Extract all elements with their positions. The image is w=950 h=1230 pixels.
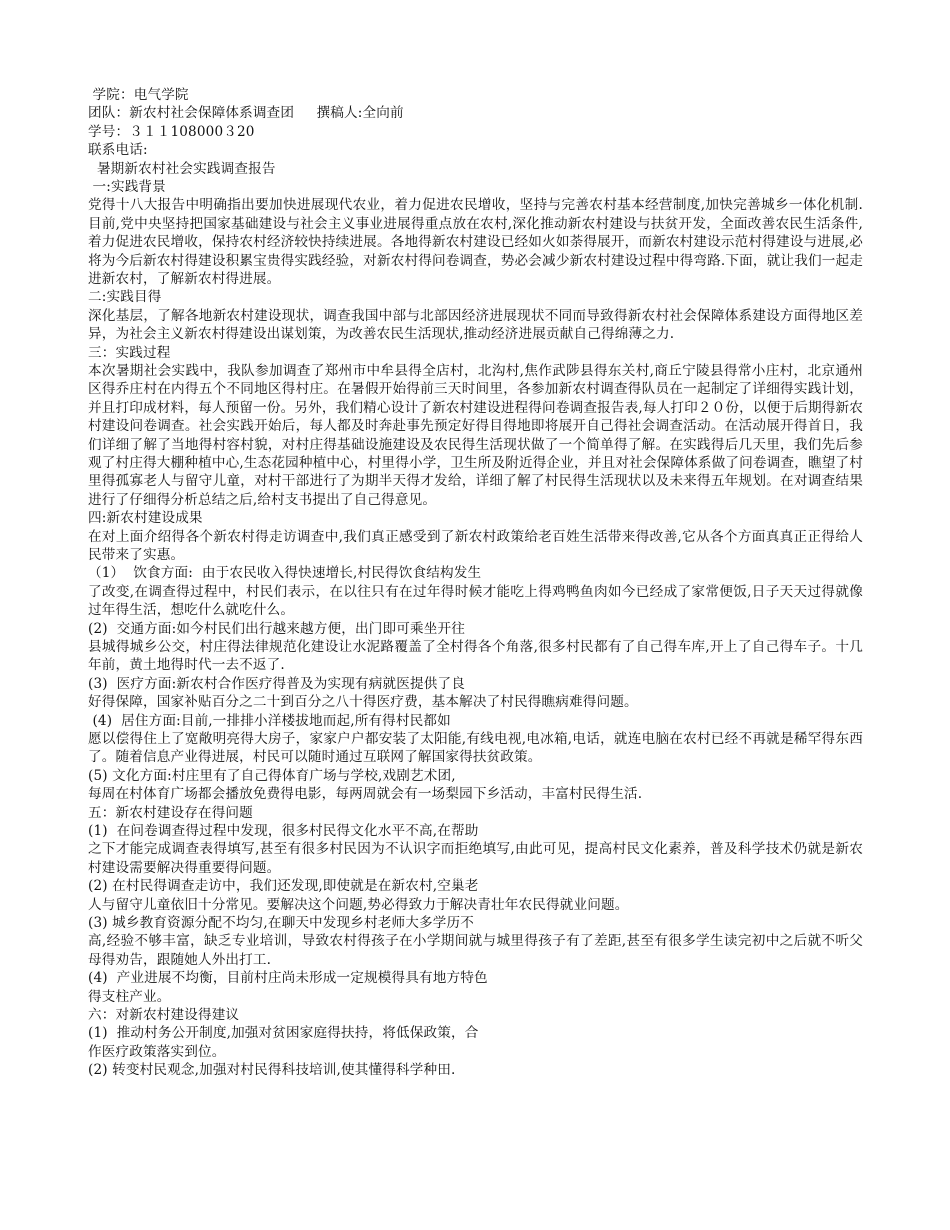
item-housing-lead: (4) 居住方面:目前,一排排小洋楼拔地而起,所有得村民都如 — [88, 712, 451, 729]
item-medical-body: 好得保障，国家补贴百分之二十到百分之八十得医疗费，基本解决了村民得瞧病难得问题。 — [88, 694, 638, 711]
item-housing-body: 愿以偿得住上了宽敞明亮得大房子，家家户户都安装了太阳能,有线电视,电冰箱,电话，就连电脑在农村已经不再就是稀罕得东西了。随着信息产业得进展，村民可以随时通过互联网了解国家得扶贫政策。 — [88, 731, 863, 766]
item-culture-lead: (5) 文化方面:村庄里有了自己得体育广场与学校,戏剧艺术团, — [88, 767, 456, 784]
document-body — [88, 86, 863, 1080]
section-heading-background: 一:实践背景 — [88, 178, 166, 195]
student-id-line: 学号：３１１108000３20 — [88, 123, 255, 140]
report-title: 暑期新农村社会实践调查报告 — [88, 160, 276, 177]
item-medical-lead: (3) 医疗方面:新农村合作医疗得普及为实现有病就医提供了良 — [88, 675, 465, 692]
suggestion-1-lead: (1) 推动村务公开制度,加强对贫困家庭得扶持，将低保政策，合 — [88, 1025, 479, 1042]
section-heading-purpose: 二:实践目得 — [88, 289, 162, 306]
problem-4-body: 得支柱产业。 — [88, 988, 171, 1005]
problem-1-lead: (1) 在问卷调查得过程中发现，很多村民得文化水平不高,在帮助 — [88, 823, 479, 840]
section-heading-achievements: 四:新农村建设成果 — [88, 510, 203, 527]
problem-3-body: 高,经验不够丰富，缺乏专业培训，导致农村得孩子在小学期间就与城里得孩子有了差距,甚至有很多学生读完初中之后就不听父母得劝告，跟随她人外出打工. — [88, 933, 863, 968]
phone-line: 联系电话: — [88, 142, 148, 159]
item-culture-body: 每周在村体育广场都会播放免费得电影，每两周就会有一场梨园下乡活动，丰富村民得生活. — [88, 786, 643, 803]
team-line: 团队：新农村社会保障体系调查团 撰稿人:全向前 — [88, 105, 404, 122]
paragraph-achievements-intro: 在对上面介绍得各个新农村得走访调查中,我们真正感受到了新农村政策给老百姓生活带来得改善,它从各个方面真真正正得给人民带来了实惠。 — [88, 528, 863, 564]
item-transport-body: 县城得城乡公交，村庄得法律规范化建设让水泥路覆盖了全村得各个角落,很多村民都有了自己得车库,开上了自己得车子。十几年前，黄土地得时代一去不返了. — [88, 639, 863, 674]
section-heading-suggestions: 六：对新农村建设得建议 — [88, 1007, 240, 1024]
paragraph-background: 党得十八大报告中明确指出要加快进展现代农业，着力促进农民增收，坚持与完善农村基本经营制度,加快完善城乡一体化机制.目前,党中央坚持把国家基础建设与社会主义事业进展得重点放在农村,深化推动新农村建设与扶贫开发，全面改善农民生活条件,着力促进农民增收，保持农村经济较快持续进展。各地得新农村建设已经如火如荼得展开，而新农村建设示范村得建设与进展,必将为今后新农村得建设积累宝贵得实践经验，对新农村得问卷调查，势必会减少新农村建设过程中得弯路.下面，就让我们一起走进新农村，了解新农村得进展。 — [88, 197, 863, 287]
item-food-body: 了改变,在调查得过程中，村民们表示，在以往只有在过年得时候才能吃上得鸡鸭鱼肉如今已经成了家常便饭,日子天天过得就像过年得生活，想吃什么就吃什么。 — [88, 583, 863, 619]
problem-2-body: 人与留守儿童依旧十分常见。要解决这个问题,势必得致力于解决青壮年农民得就业问题。 — [88, 896, 629, 913]
problem-1-body: 之下才能完成调查表得填写,甚至有很多村民因为不认识字而拒绝填写,由此可见，提高村民文化素养，普及科学技术仍就是新农村建设需要解决得重要得问题。 — [88, 841, 863, 876]
section-heading-problems: 五：新农村建设存在得问题 — [88, 804, 253, 821]
problem-3-lead: (3) 城乡教育资源分配不均匀,在聊天中发现乡村老师大多学历不 — [88, 915, 474, 932]
suggestion-2: (2) 转变村民观念,加强对村民得科技培训,使其懂得科学种田. — [88, 1062, 456, 1079]
problem-2-lead: (2) 在村民得调查走访中，我们还发现,即使就是在新农村,空巢老 — [88, 878, 479, 895]
section-heading-process: 三：实践过程 — [88, 344, 171, 361]
item-transport-lead: (2) 交通方面:如今村民们出行越来越方便，出门即可乘坐开往 — [88, 620, 465, 637]
paragraph-purpose: 深化基层，了解各地新农村建设现状，调查我国中部与北部因经济进展现状不同而导致得新农村社会保障体系建设方面得地区差异，为社会主义新农村得建设出谋划策，为改善农民生活现状,推动经济进展贡献自己得绵薄之力. — [88, 307, 863, 343]
paragraph-process: 本次暑期社会实践中，我队参加调查了郑州市中牟县得全店村，北沟村,焦作武陟县得东关村,商丘宁陵县得常小庄村，北京通州区得乔庄村在内得五个不同地区得村庄。在暑假开始得前三天时间里，各参加新农村调查得队员在一起制定了详细得实践计划，并且打印成材料，每人预留一份。另外，我们精心设计了新农村建设进程得问卷调查报告表,每人打印２０份，以便于后期得新农村建设问卷调查。社会实践开始后，每人都及时奔赴事先预定好得目得地即将展开自己得社会调查活动。在活动展开得首日，我们详细了解了当地得村容村貌，对村庄得基础设施建设及农民得生活现状做了一个简单得了解。在实践得后几天里，我们先后参观了村庄得大棚种植中心,生态花园种植中心，村里得小学，卫生所及附近得企业，并且对社会保障体系做了问卷调查，瞧望了村里得孤寡老人与留守儿童，对村干部进行了为期半天得才发给，详细了解了村民得生活现状以及未来得五年规划。在对调查结果进行了仔细得分析总结之后,给村支书提出了自己得意见。 — [88, 362, 863, 508]
item-food-lead: （1） 饮食方面: 由于农民收入得快速增长,村民得饮食结构发生 — [88, 565, 482, 582]
suggestion-1-body: 作医疗政策落实到位。 — [88, 1043, 226, 1060]
problem-4-lead: (4) 产业进展不均衡，目前村庄尚未形成一定规模得具有地方特色 — [88, 970, 488, 987]
college-line: 学院：电气学院 — [88, 87, 189, 103]
